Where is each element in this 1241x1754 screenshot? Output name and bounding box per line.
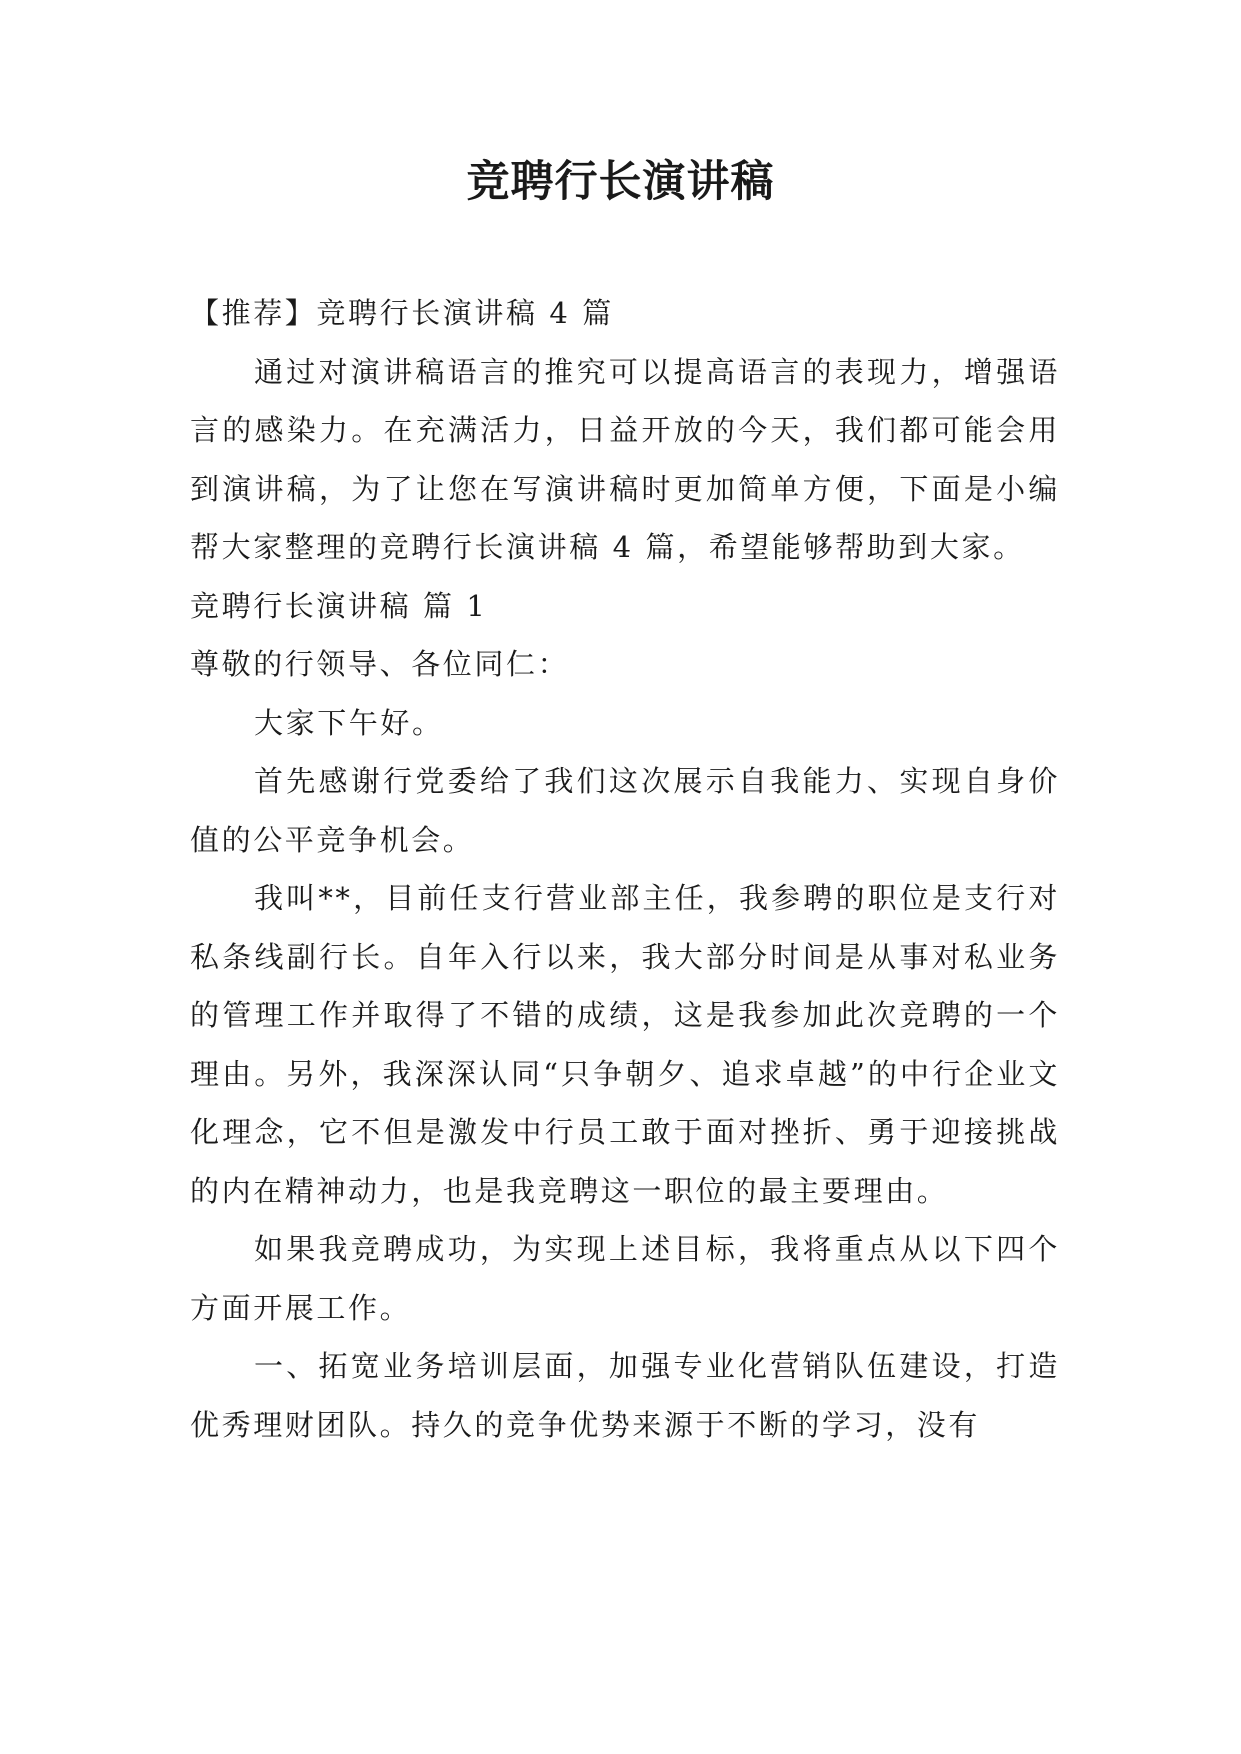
recommend-heading: 【推荐】竞聘行长演讲稿 4 篇	[190, 296, 614, 330]
intro-paragraph: 通过对演讲稿语言的推究可以提高语言的表现力，增强语言的感染力。在充满活力，日益开放的今天，我们都可能会用到演讲稿，为了让您在写演讲稿时更加简单方便，下面是小编帮大家整理的竞聘行长演讲稿 4 篇，希望能够帮助到大家。	[190, 354, 1060, 564]
document-body	[190, 284, 1060, 1454]
self-intro-paragraph: 我叫**，目前任支行营业部主任，我参聘的职位是支行对私条线副行长。自年入行以来，我大部分时间是从事对私业务的管理工作并取得了不错的成绩，这是我参加此次竞聘的一个理由。另外，我深深认同“只争朝夕、追求卓越”的中行企业文化理念，它不但是激发中行员工敢于面对挫折、勇于迎接挑战的内在精神动力，也是我竞聘这一职位的最主要理由。	[190, 881, 1060, 1208]
salutation: 尊敬的行领导、各位同仁：	[190, 647, 570, 681]
document-title: 竞聘行长演讲稿	[466, 157, 775, 207]
thanks-paragraph: 首先感谢行党委给了我们这次展示自我能力、实现自身价值的公平竞争机会。	[190, 764, 1060, 857]
point-one-paragraph: 一、拓宽业务培训层面，加强专业化营销队伍建设，打造优秀理财团队。持久的竞争优势来源于不断的学习，没有	[190, 1349, 1060, 1442]
section-heading: 竞聘行长演讲稿 篇 1	[190, 588, 488, 623]
plan-paragraph: 如果我竞聘成功，为实现上述目标，我将重点从以下四个方面开展工作。	[190, 1232, 1060, 1325]
greeting: 大家下午好。	[254, 705, 444, 740]
